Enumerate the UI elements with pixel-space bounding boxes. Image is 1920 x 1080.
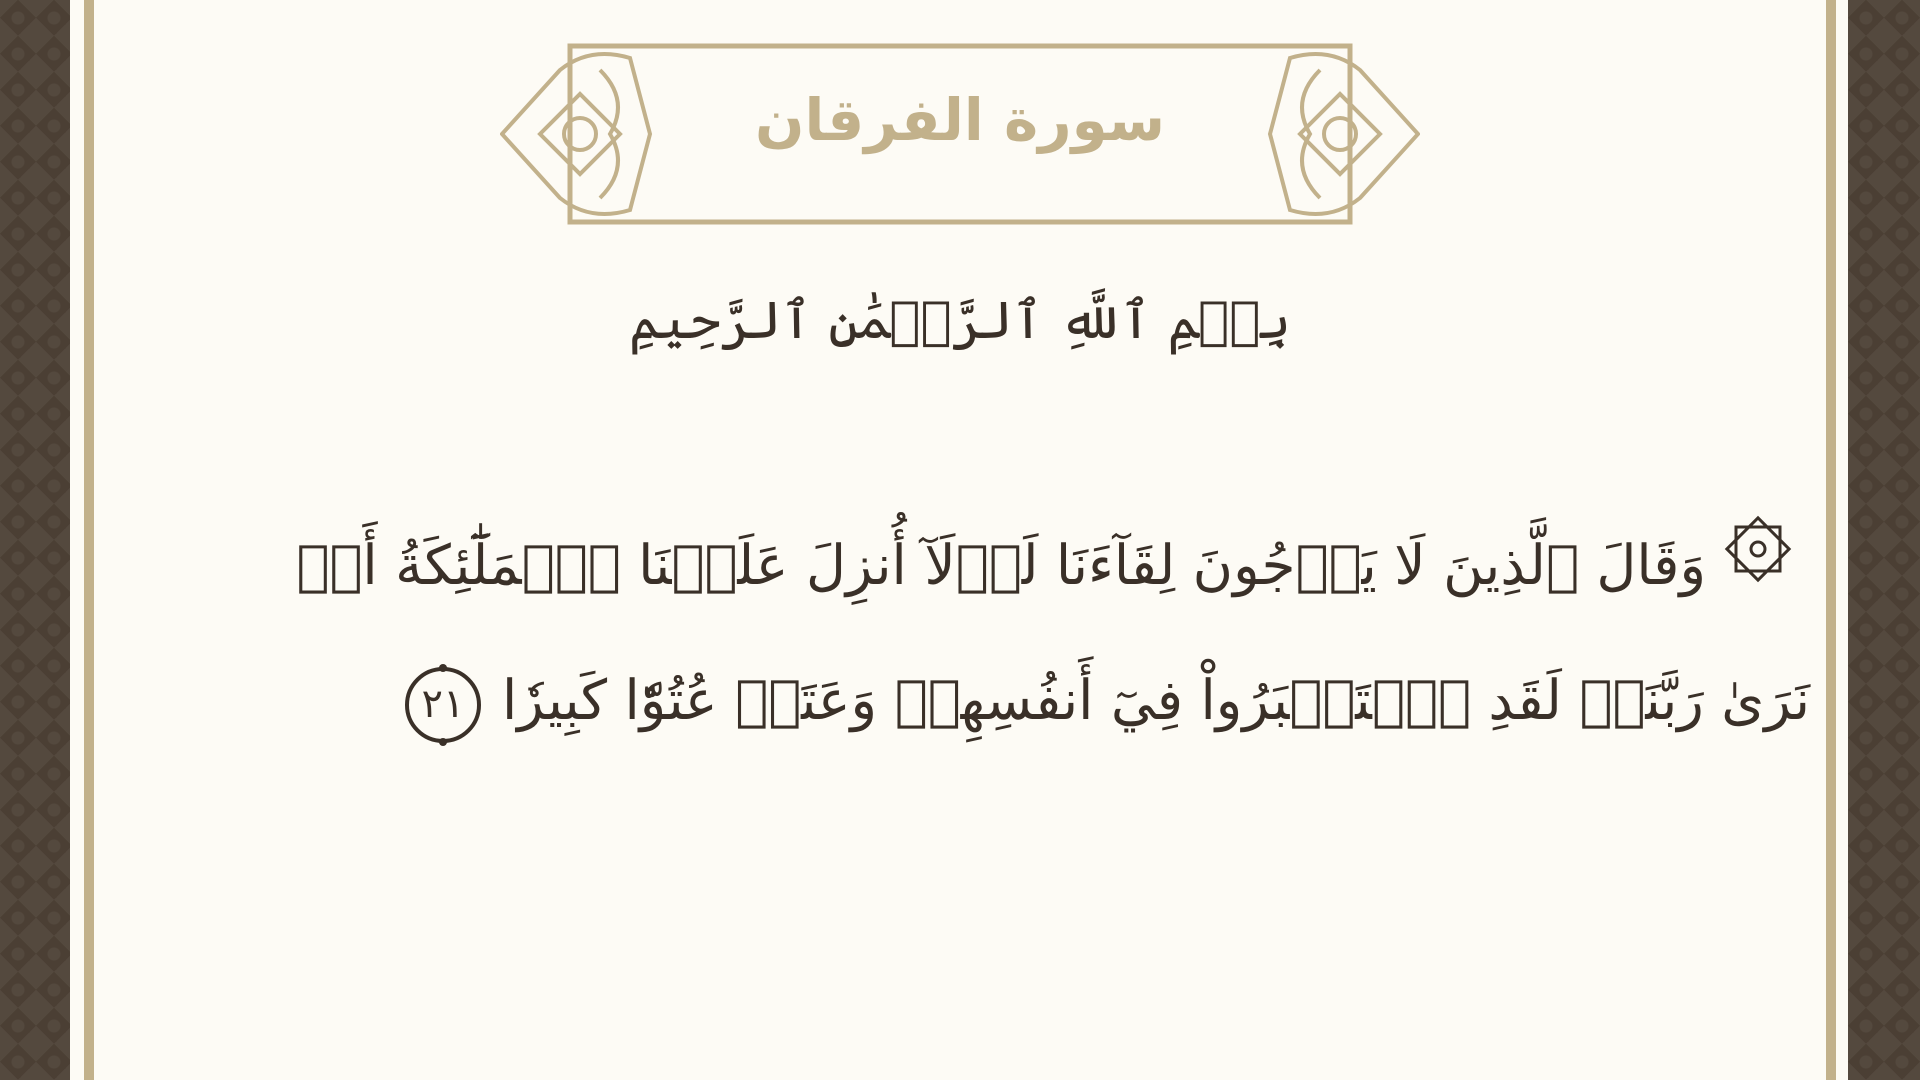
verse-line-1-text: وَقَالَ ٱلَّذِينَ لَا يَرۡجُونَ لِقَآءَنَا لَوۡلَآ أُنزِلَ عَلَيۡنَا ٱلۡمَلَٰٓئِكَةُ أَوۡ [296,533,1706,597]
ayah-number-icon [398,660,488,750]
ayah-number: ٢١ [421,681,465,727]
surah-banner [500,40,1420,230]
left-ornament-border [0,0,70,1080]
verse-line-2-text: نَرَىٰ رَبَّنَاۗ لَقَدِ ٱسۡتَكۡبَرُواْ فِيٓ أَنفُسِهِمۡ وَعَتَوۡ عُتُوّٗا كَبِيرٗا [502,668,1810,732]
right-gold-rule [1826,0,1836,1080]
verse-line-1 [296,500,1810,635]
verse-text [296,500,1810,765]
right-ornament-border [1848,0,1920,1080]
diamond-star-icon [1718,505,1798,635]
verse-line-2 [340,635,1810,765]
left-gold-rule [84,0,94,1080]
surah-title: سورة الفرقان [755,86,1165,154]
basmala: بِسۡمِ ٱللَّهِ ٱلرَّحۡمَٰنِ ٱلرَّحِيمِ [629,291,1291,351]
